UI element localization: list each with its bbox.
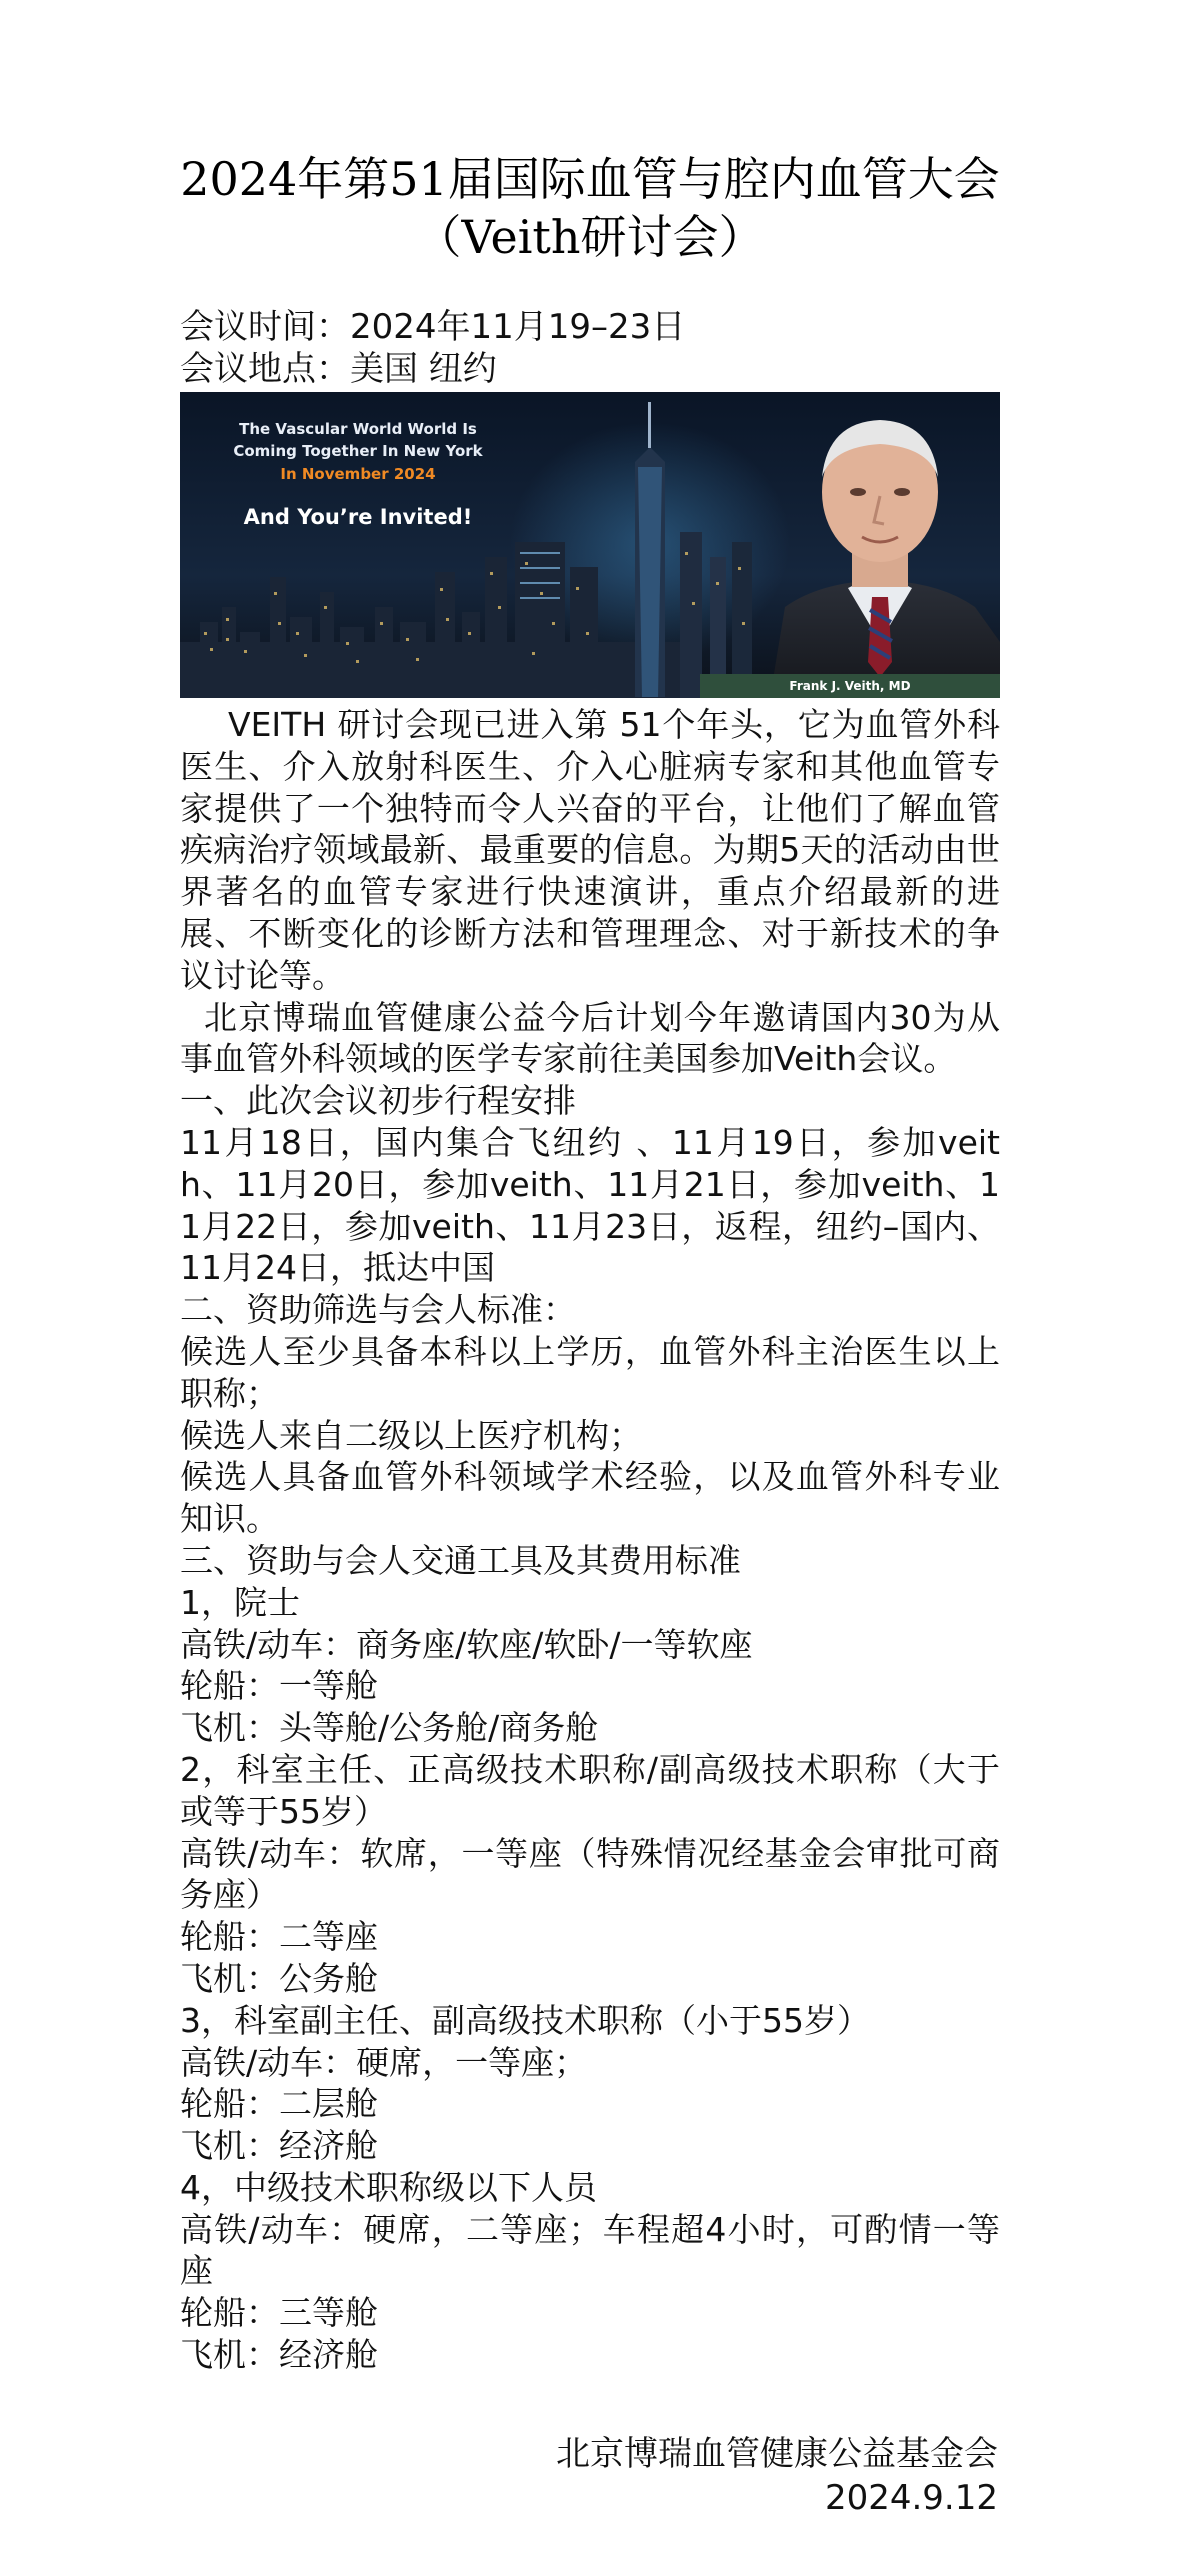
banner-headline [208, 418, 508, 532]
document-body [180, 704, 1000, 2376]
meeting-info [180, 306, 1000, 390]
signature-block [556, 2432, 998, 2520]
tier-item: 飞机：经济舱 [180, 2126, 378, 2166]
tier-heading: 1，院士 [180, 1582, 300, 1622]
itinerary-paragraph: 11月18日，国内集合飞纽约 、11月19日，参加veith、11月20日，参加veith、11月21日，参加veith、11月22日，参加veith、11月23日，返程，纽约–国内、11月24日，抵达中国 [180, 1122, 1000, 1288]
tier-item: 轮船：一等舱 [180, 1666, 378, 1706]
plan-paragraph: 北京博瑞血管健康公益今后计划今年邀请国内30为从事血管外科领域的医学专家前往美国参加Veith会议。 [180, 997, 1000, 1079]
tier-item: 高铁/动车：硬席，二等座；车程超4小时，可酌情一等座 [180, 2209, 1000, 2291]
banner-line-1: The Vascular World World Is [239, 420, 477, 438]
banner-line-2: Coming Together In New York [233, 442, 483, 460]
event-banner-image [180, 392, 1000, 698]
tier-item: 轮船：二层舱 [180, 2084, 378, 2124]
document-page [180, 150, 1000, 2376]
signature-date: 2024.9.12 [824, 2478, 998, 2518]
title-line-1: 2024年第51届国际血管与腔内血管大会 [180, 152, 1000, 206]
title-line-2: （Veith研讨会） [415, 210, 765, 264]
banner-line-3: In November 2024 [280, 465, 436, 483]
tier-item: 飞机：头等舱/公务舱/商务舱 [180, 1708, 599, 1748]
criteria-item: 候选人至少具备本科以上学历，血管外科主治医生以上职称； [180, 1331, 1000, 1413]
tier-item: 高铁/动车：商务座/软座/软卧/一等软座 [180, 1624, 753, 1664]
tier-item: 高铁/动车：软席，一等座（特殊情况经基金会审批可商务座） [180, 1833, 1000, 1915]
banner-invite: And You’re Invited! [243, 505, 473, 529]
intro-paragraph: VEITH 研讨会现已进入第 51个年头，它为血管外科医生、介入放射科医生、介入心脏病专家和其他血管专家提供了一个独特而令人兴奋的平台，让他们了解血管疾病治疗领域最新、最重要的信息。为期5天的活动由世界著名的血管专家进行快速演讲，重点介绍最新的进展、不断变化的诊断方法和管理理念、对于新技术的争议讨论等。 [180, 705, 1000, 995]
signature-org: 北京博瑞血管健康公益基金会 [556, 2434, 998, 2474]
tier-heading: 3，科室副主任、副高级技术职称（小于55岁） [180, 2000, 870, 2040]
criteria-item: 候选人来自二级以上医疗机构； [180, 1415, 642, 1455]
tier-heading: 2，科室主任、正高级技术职称/副高级技术职称（大于或等于55岁） [180, 1749, 1000, 1831]
tier-item: 轮船：三等舱 [180, 2293, 378, 2333]
section-heading-2: 二、资助筛选与会人标准： [180, 1290, 576, 1330]
meeting-place: 会议地点：美国 纽约 [180, 349, 497, 389]
document-title [180, 150, 1000, 266]
section-heading-3: 三、资助与会人交通工具及其费用标准 [180, 1540, 741, 1580]
meeting-time: 会议时间：2024年11月19–23日 [180, 307, 686, 347]
section-heading-1: 一、此次会议初步行程安排 [180, 1081, 576, 1121]
tier-item: 高铁/动车：硬席，一等座； [180, 2042, 588, 2082]
tier-heading: 4，中级技术职称级以下人员 [180, 2167, 597, 2207]
portrait-caption: Frank J. Veith, MD [700, 674, 1000, 698]
tier-item: 轮船：二等座 [180, 1917, 378, 1957]
criteria-item: 候选人具备血管外科领域学术经验，以及血管外科专业知识。 [180, 1457, 1000, 1539]
tier-item: 飞机：公务舱 [180, 1958, 378, 1998]
tier-item: 飞机：经济舱 [180, 2335, 378, 2375]
